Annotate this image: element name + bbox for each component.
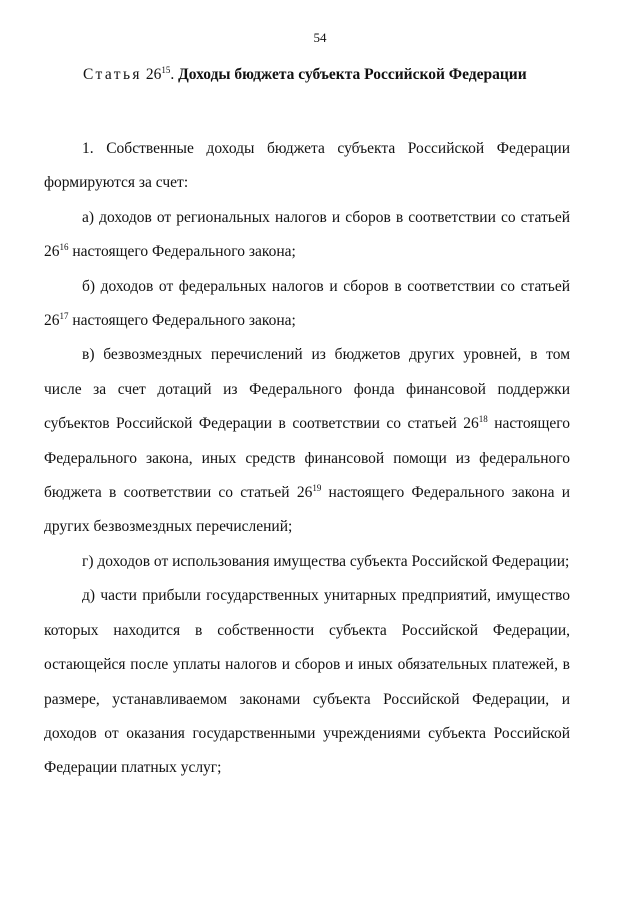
article-prefix: Статья — [83, 66, 142, 83]
article-body — [44, 132, 570, 786]
paragraph-g — [44, 545, 570, 579]
page-number: 54 — [313, 30, 327, 45]
paragraph-a-text-end: настоящего Федерального закона; — [68, 243, 296, 261]
paragraph-v — [44, 338, 570, 544]
article-title: Доходы бюджета субъекта Российской Федерации — [178, 66, 527, 83]
paragraph-a — [44, 201, 570, 270]
paragraph-a-text: а) доходов от региональных налогов и сборов в соответствии со статьей 26 — [44, 208, 570, 261]
paragraph-b-text-end: настоящего Федерального закона; — [68, 312, 296, 330]
paragraph-v-text-3: настоящего Федерального закона и других безвозмездных перечислений; — [44, 484, 570, 536]
article-number: 26 — [145, 66, 162, 83]
paragraph-1-text: 1. Собственные доходы бюджета субъекта Российской Федерации формируются за счет: — [44, 140, 570, 192]
paragraph-v-superscript-1: 18 — [478, 414, 488, 425]
paragraph-g-text: г) доходов от использования имущества субъекта Российской Федерации; — [82, 552, 570, 570]
article-heading — [83, 66, 583, 84]
paragraph-v-superscript-2: 19 — [312, 483, 322, 494]
paragraph-d — [44, 579, 570, 785]
paragraph-b-text: б) доходов от федеральных налогов и сборов в соответствии со статьей 26 — [44, 277, 570, 330]
article-number-dot: . — [170, 66, 175, 83]
paragraph-a-superscript: 16 — [59, 242, 69, 253]
article-number-superscript: 15 — [161, 65, 171, 75]
paragraph-1 — [44, 132, 570, 201]
paragraph-v-text-1: в) безвозмездных перечислений из бюджетов других уровней, в том числе за счет дотаций из Федерального фонда финансовой поддержки субъектов Российской Федерации в соответствии со статьей 26 — [44, 346, 570, 433]
paragraph-b — [44, 270, 570, 339]
paragraph-v-text-2: настоящего Федерального закона, иных средств финансовой помощи из федерального бюджета в соответствии со статьей 26 — [44, 415, 570, 502]
paragraph-d-text: д) части прибыли государственных унитарных предприятий, имущество которых находится в собственности субъекта Российской Федерации, остающейся после уплаты налогов и сборов и иных обязательных платежей, в размере, устанавливаемом законами субъекта Российской Федерации, и доходов от оказания государственными учреждениями субъекта Российской Федерации платных услуг; — [44, 587, 570, 777]
paragraph-b-superscript: 17 — [59, 311, 69, 322]
